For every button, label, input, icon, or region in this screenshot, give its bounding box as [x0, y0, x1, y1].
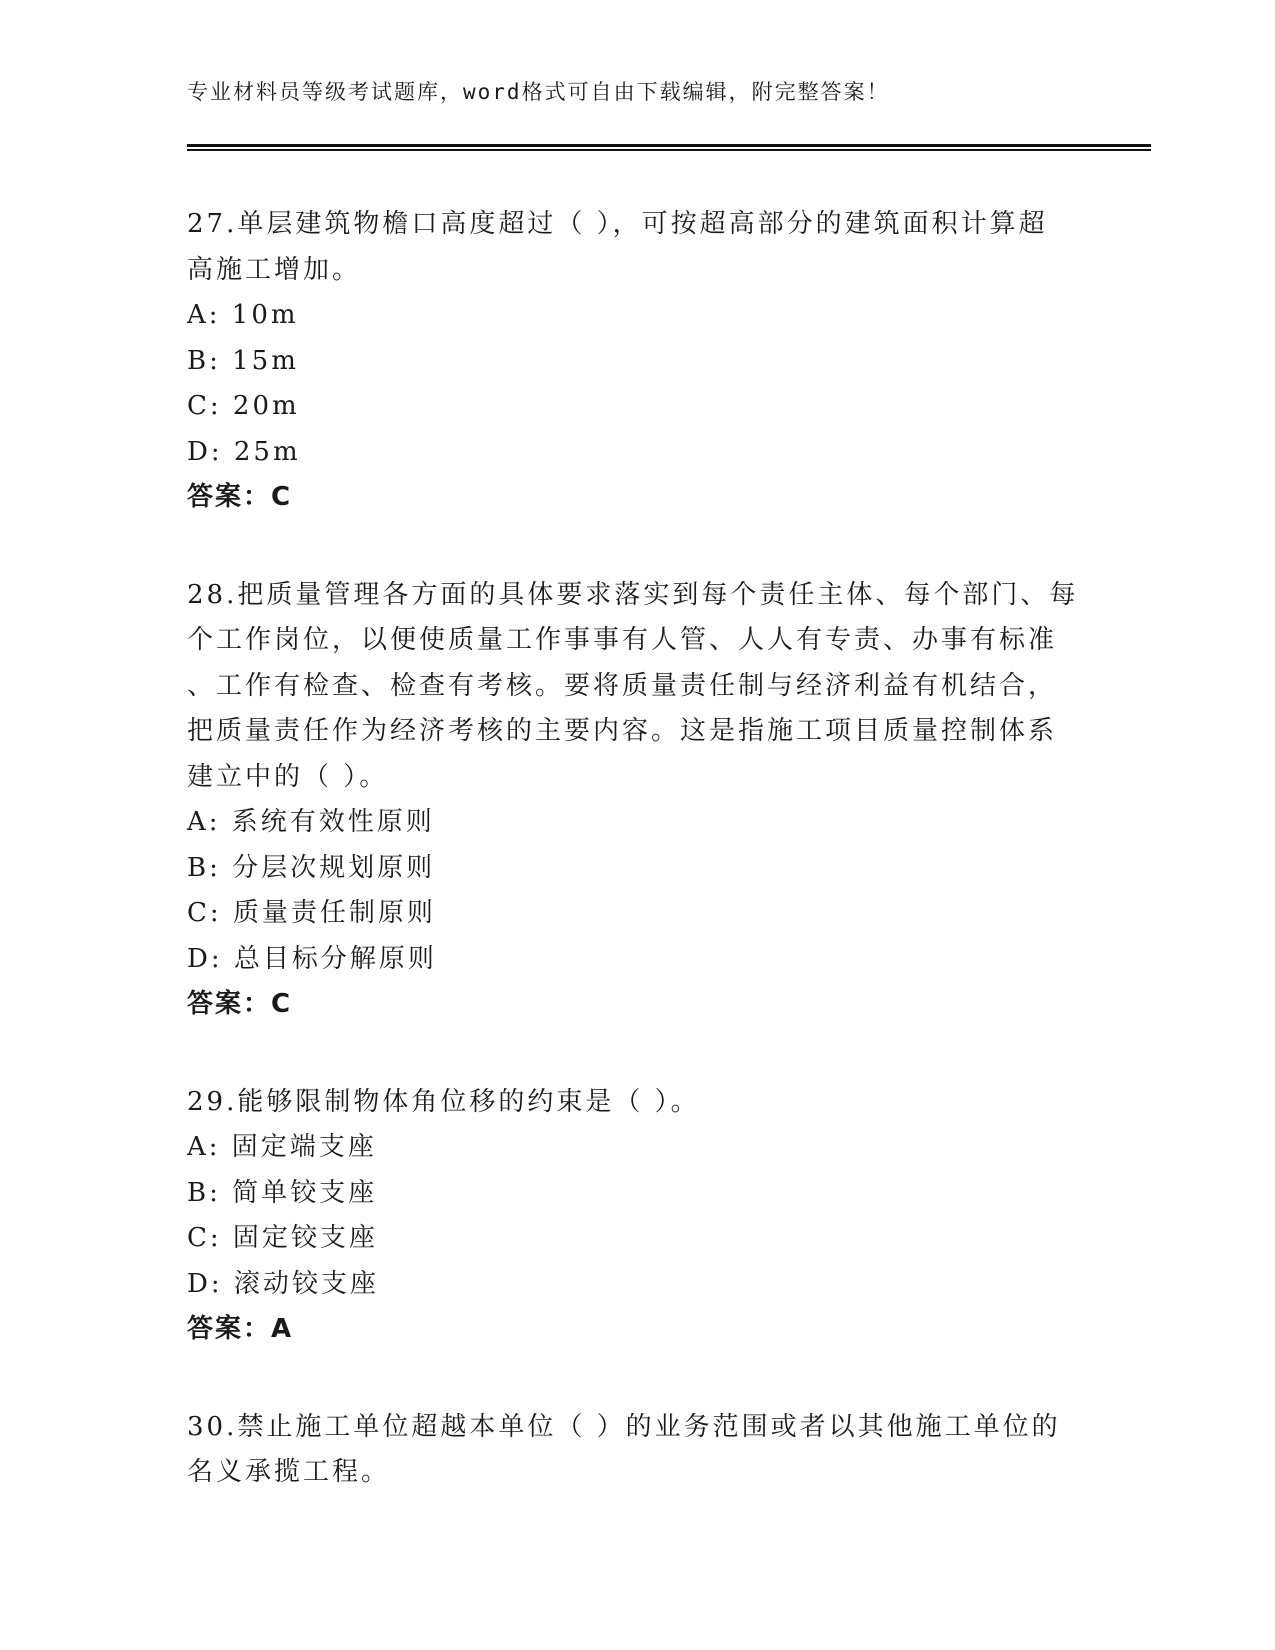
question-text: 27.单层建筑物檐口高度超过（ ），可按超高部分的建筑面积计算超 [187, 209, 1048, 239]
question-text: 30.禁止施工单位超越本单位（ ）的业务范围或者以其他施工单位的 [187, 1411, 1061, 1442]
question-text: 29.能够限制物体角位移的约束是（ ）。 [187, 1086, 700, 1117]
question-text: 个工作岗位，以便使质量工作事事有人管、人人有专责、办事有标准 [187, 625, 1058, 655]
question-text: 名义承揽工程。 [187, 1457, 391, 1487]
option-c: C: 固定铰支座 [187, 1223, 378, 1253]
question-30 [187, 1405, 1087, 1496]
page-header: 专业材料员等级考试题库，word格式可自由下载编辑，附完整答案！ [187, 80, 890, 104]
option-a: A: 系统有效性原则 [187, 807, 435, 837]
option-c: C: 20m [187, 391, 300, 421]
question-text: 把质量责任作为经济考核的主要内容。这是指施工项目质量控制体系 [187, 716, 1058, 746]
option-d: D: 总目标分解原则 [187, 943, 437, 974]
option-b: B: 15m [187, 345, 299, 376]
answer: 答案：C [187, 482, 293, 512]
question-list [187, 202, 1087, 1548]
header-divider [187, 144, 1151, 151]
question-29 [187, 1080, 1087, 1353]
question-text: 28.把质量管理各方面的具体要求落实到每个责任主体、每个部门、每 [187, 579, 1079, 610]
option-d: D: 滚动铰支座 [187, 1268, 379, 1299]
option-a: A: 10m [187, 300, 299, 330]
option-a: A: 固定端支座 [187, 1132, 377, 1162]
question-28 [187, 573, 1087, 1028]
answer: 答案：C [187, 989, 293, 1019]
option-b: B: 简单铰支座 [187, 1177, 378, 1208]
question-text: 、工作有检查、检查有考核。要将质量责任制与经济利益有机结合， [187, 670, 1058, 701]
answer: 答案：A [187, 1314, 294, 1344]
option-d: D: 25m [187, 436, 301, 467]
question-27 [187, 202, 1087, 521]
option-c: C: 质量责任制原则 [187, 898, 436, 928]
option-b: B: 分层次规划原则 [187, 852, 436, 883]
question-text: 高施工增加。 [187, 254, 362, 285]
question-text: 建立中的（ ）。 [187, 761, 389, 792]
